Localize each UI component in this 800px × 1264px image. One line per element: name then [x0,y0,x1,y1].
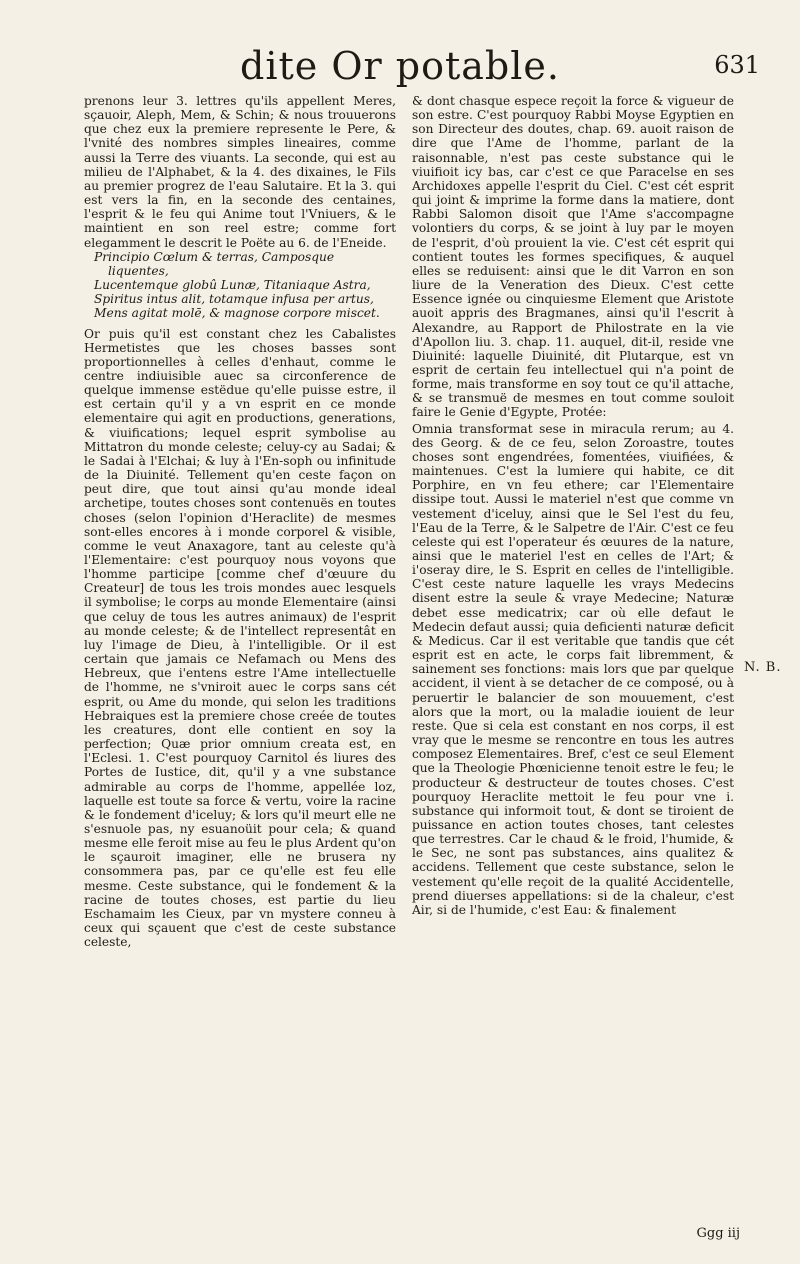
verse-line-4: Spiritus intus alit, totamque infusa per artus, [94,292,374,307]
page-header [0,44,800,88]
verse-line-2: liquentes, [108,263,169,278]
right-paragraph-1: & dont chasque espece reçoit la force & vigueur de son estre. C'est pourquoy Rabbi Moyse Egyptien en son Directeur des doutes, chap. 69. auoit raison de dire que l'Ame de l'homme, parlant de la raisonnable, n'est pas ceste substance qui le viuifioit icy bas, car c'est ce que Paracelse en ses Archidoxes appelle l'esprit du Ciel. C'est cét esprit qui joint & imprime la forme dans la matiere, dont Rabbi Salomon disoit que l'Ame s'accompagne volontiers du corps, & se joint à luy par le moyen de l'esprit, d'où prouient la vie. C'est cét esprit qui contient toutes les formes specifiques, & auquel elles se reduisent: ainsi que le dit Varron en son liure de la Veneration des Dieux. C'est cette Essence ignée ou cinquiesme Element que Aristote auoit appris des Bragmanes, ainsi qu'il l'escrit à Alexandre, au Rapport de Philostrate en la vie d'Apollon liu. 3. chap. 11. auquel, dit-il, reside vne Diuinité: laquelle Diuinité, dit Plutarque, est vn esprit de certain feu intellectuel qui n'a point de forme, mais transforme en soy tout ce qu'il attache, & se transmuë de mesmes en tout comme souloit faire le Genie d'Egypte, Protée: [412,94,734,420]
left-paragraph-1: prenons leur 3. lettres qu'ils appellent Meres, sçauoir, Aleph, Mem, & Schin; & nous trouuerons que chez eux la premiere represente le Pere, & l'vnité des nombres simples lineaires, comme aussi la Terre des viuants. La seconde, qui est au milieu de l'Alphabet, & la 4. des dixaines, le Fils au premier progrez de l'eau Salutaire. Et la 3. qui est vers la fin, en la seconde des centaines, l'esprit & le feu qui Anime tout l'Vniuers, & le maintient en son reel estre; comme fort elegamment le descrit le Poëte au 6. de l'Eneide. [84,94,396,250]
right-column [412,94,734,917]
page-number: 631 [714,51,760,79]
running-title: dite Or potable. [240,44,560,88]
verse-line-1: Principio Cœlum & terras, Camposque [94,249,335,264]
verse-line-5: Mens agitat molē, & magnose corpore miscet. [94,306,380,321]
verse-quote [84,250,396,321]
verse-line-3: Lucentemque globû Lunæ, Titaniaque Astra, [94,278,371,293]
signature-mark: Ggg iij [696,1226,740,1241]
margin-note: N. B. [744,660,782,675]
left-paragraph-2: Or puis qu'il est constant chez les Cabalistes Hermetistes que les choses basses sont proportionnelles à celles d'enhaut, comme le centre indiuisible auec sa circonference de quelque immense estëdue qu'elle puisse estre, il est certain qu'il y a vn esprit en ce monde elementaire qui agit en productions, generations, & viuifications; lequel esprit symbolise au Mittatron du monde celeste; celuy-cy au Sadai; & le Sadai à l'Elchai; & luy à l'En-soph ou infinitude de la Diuinité. Tellement qu'en ceste façon on peut dire, que tout ainsi qu'au monde ideal archetipe, toutes choses sont contenuës en toutes choses (selon l'opinion d'Heraclite) de mesmes sont-elles encores à i monde corporel & visible, comme le veut Anaxagore, tant au celeste qu'à l'Elementaire: c'est pourquoy nous voyons que l'homme participe [comme chef d'œuure du Createur] de tous les trois mondes auec lesquels il symbolise; le corps au monde Elementaire (ainsi que celuy de tous les autres animaux) de l'esprit au monde celeste; & de l'intellect representât en luy l'image de Dieu, à l'intelligible. Or il est certain que jamais ce Nefamach ou Mens des Hebreux, que i'entens estre l'Ame intellectuelle de l'homme, ne s'vniroit auec le corps sans cét esprit, ou Ame du monde, qui selon les traditions Hebraiques est la premiere chose creée de toutes les creatures, dont elle contient en soy la perfection; Quæ prior omnium creata est, en l'Eclesi. 1. C'est pourquoy Carnitol és liures des Portes de Iustice, dit, qu'il y a vne substance admirable au corps de l'homme, appellée loz, laquelle est toute sa force & vertu, voire la racine & le fondement d'iceluy; & lors qu'il meurt elle ne s'esnuole pas, ny esuanoüit pour cela; & quand mesme elle feroit mise au feu le plus Ardent qu'on le sçauroit imaginer, elle ne brusera ny consommera pas, par ce qu'elle est feu elle mesme. Ceste substance, qui le fondement & la racine de toutes choses, est partie du lieu Eschamaim les Cieux, par vn mystere conneu à ceux qui sçauent que c'est de ceste substance celeste, [84,326,396,950]
left-column [84,94,396,949]
right-paragraph-2: Omnia transformat sese in miracula rerum; au 4. des Georg. & de ce feu, selon Zoroastre, toutes choses sont engendrées, fomentées, viuifiées, & maintenues. C'est la lumiere qui habite, ce dit Porphire, en vn feu ethere; car l'Elementaire dissipe tout. Aussi le materiel n'est que comme vn vestement d'iceluy, ainsi que le Sel l'est du feu, l'Eau de la Terre, & le Salpetre de l'Air. C'est ce feu celeste qui est l'operateur és œuures de la nature, ainsi que le materiel l'est en celles de l'Art; & i'oseray dire, le S. Esprit en celles de l'intelligible. C'est ceste nature laquelle les vrays Medecins disent estre la seule & vraye Medecine; Naturæ debet esse medicatrix; car où elle defaut le Medecin defaut aussi; quia deficienti naturæ deficit & Medicus. Car il est veritable que tandis que cét esprit est en acte, le corps fait libremment, & sainement ses fonctions: mais lors que par quelque accident, il vient à se detacher de ce composé, ou à peruertir le balancier de son mouuement, c'est alors que la mort, ou la maladie iouient de leur reste. Que si cela est constant en nos corps, il est vray que le mesme se rencontre en tous les autres composez Elementaires. Bref, c'est ce seul Element que la Theologie Phœnicienne tenoit estre le feu; le producteur & destructeur de toutes choses. C'est pourquoy Heraclite mettoit le feu pour vne i. substance qui informoit tout, & dont se tiroient de puissance en action toutes choses, tant celestes que terrestres. Car le chaud & le froid, l'humide, & le Sec, ne sont pas substances, ains qualitez & accidens. Tellement que ceste substance, selon le vestement qu'elle reçoit de la qualité Accidentelle, prend diuerses appellations: si de la chaleur, c'est Air, si de l'humide, c'est Eau: & finalement [412,421,734,917]
